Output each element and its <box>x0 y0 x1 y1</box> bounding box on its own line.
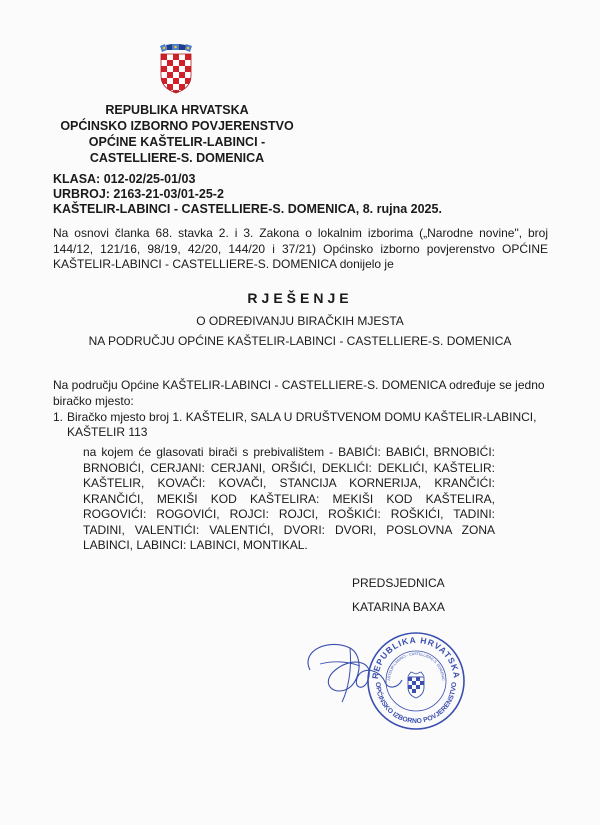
signatory-name: KATARINA BAXA <box>352 600 445 614</box>
coat-of-arms-icon <box>157 44 195 94</box>
polling-place-text: Biračko mjesto broj 1. KAŠTELIR, SALA U DRUŠTVENOM DOMU KAŠTELIR-LABINCI, KAŠTELIR 113 <box>67 410 537 439</box>
svg-text:REPUBLIKA HRVATSKA: REPUBLIKA HRVATSKA <box>369 634 463 680</box>
klasa: KLASA: 012-02/25-01/03 <box>53 172 196 186</box>
document-title: RJEŠENJE <box>247 290 353 306</box>
header-line-4: CASTELLIERE-S. DOMENICA <box>89 151 265 165</box>
header-line-1: REPUBLIKA HRVATSKA <box>105 103 249 117</box>
header-line-2: OPĆINSKO IZBORNO POVJERENSTVO <box>60 119 294 133</box>
document-subtitle: O ODREĐIVANJU BIRAČKIH MJESTA <box>196 314 404 328</box>
legal-basis-paragraph: Na osnovi članka 68. stavka 2. i 3. Zakona o lokalnim izborima („Narodne novine", broj 144/12, 121/16, 98/19, 42/20, 144/20 i 37/21) Općinsko izborno povjerenstvo OPĆINE KAŠTELIR-LABINCI - CASTELLIERE-S. DOMENICA donijelo je <box>53 226 548 271</box>
decision-paragraph: Na području Općine KAŠTELIR-LABINCI - CASTELLIERE-S. DOMENICA određuje se jedno biračko mjesto: <box>53 378 545 408</box>
urbroj: URBROJ: 2163-21-03/01-25-2 <box>53 187 224 201</box>
stamp-coat-icon <box>408 672 424 698</box>
crown <box>160 44 192 52</box>
svg-text:OPĆINSKO IZBORNO POVJERENSTVO: OPĆINSKO IZBORNO POVJERENSTVO <box>373 681 459 726</box>
place-date: KAŠTELIR-LABINCI - CASTELLIERE-S. DOMENICA, 8. rujna 2025. <box>53 202 442 216</box>
svg-text:KAŠTELIR-LABINCI - CASTELLIERE: AŠTELIR-LABINCI - CASTELLIERE-S. DOMENIC <box>386 651 446 681</box>
checkerboard-shield <box>161 54 191 94</box>
voters-paragraph: na kojem će glasovati birači s prebivalištem - BABIĆI: BABIĆI, BRNOBIĆI: BRNOBIĆI, CERJANI: CERJANI, ORŠIĆI, DEKLIĆI: DEKLIĆI, KAŠTELIR: KAŠTELIR, KOVAČI: KOVAČI, STANCIJA KORNERIJA, KRANČIĆI: KRANČIĆI, MEKIŠI KOD KAŠTELIRA: MEKIŠI KOD KAŠTELIRA, ROGOVIĆI: ROGOVIĆI, ROJCI: ROJCI, ROŠKIĆI: ROŠKIĆI, TADINI: TADINI, VALENTIĆI: VALENTIĆI, DVORI: DVORI, POSLOVNA ZONA LABINCI, LABINCI: LABINCI, MONTIKAL. <box>83 445 495 552</box>
official-stamp <box>366 631 466 731</box>
signatory-title: PREDSJEDNICA <box>352 576 445 590</box>
polling-place-number: 1. <box>53 410 64 424</box>
document-subtitle-area: NA PODRUČJU OPĆINE KAŠTELIR-LABINCI - CASTELLIERE-S. DOMENICA <box>88 334 512 348</box>
reference-block <box>53 172 442 217</box>
issuer-header <box>52 102 302 166</box>
header-line-3: OPĆINE KAŠTELIR-LABINCI - <box>88 135 266 149</box>
